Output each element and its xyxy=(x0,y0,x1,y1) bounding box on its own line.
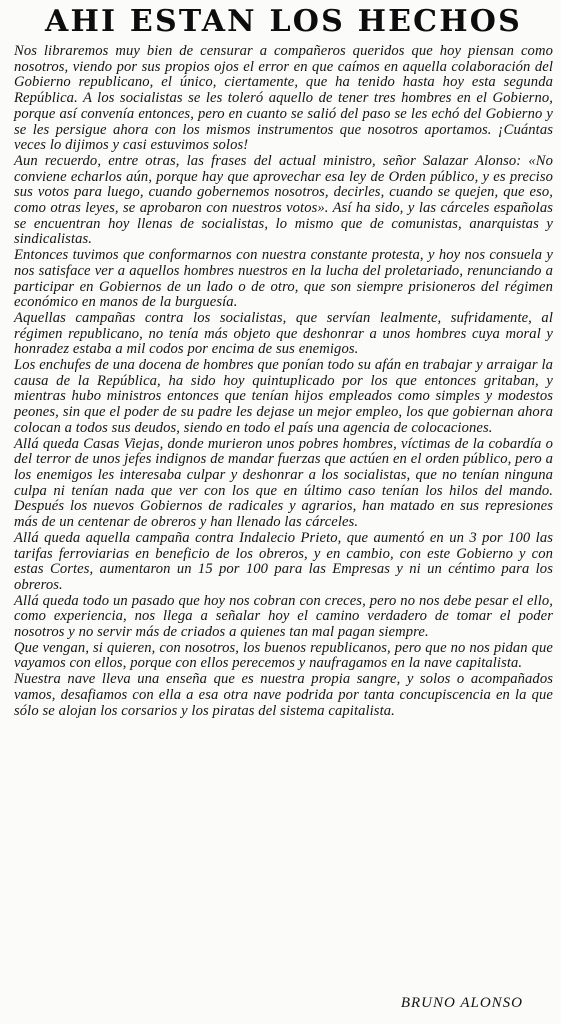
article-paragraph: Allá queda aquella campaña contra Indalecio Prieto, que aumentó en un 3 por 100 las tarifas ferroviarias en beneficio de los obreros, y en cambio, con este Gobierno y con estas Cortes, aumentaron un 15 por 100 para las Empresas y ni un céntimo para los obreros. xyxy=(14,529,553,593)
article-signature: BRUNO ALONSO xyxy=(400,995,523,1011)
article-paragraph: Entonces tuvimos que conformarnos con nuestra constante protesta, y hoy nos consuela y nos satisface ver a aquellos hombres nuestros en la lucha del proletariado, renunciando a participar en Gobiernos de un lado o de otro, que son siempre prisioneros del régimen económico en manos de la burguesía. xyxy=(14,247,553,311)
article-paragraph: Aquellas campañas contra los socialistas, que servían lealmente, sufridamente, al régimen republicano, no tenía más objeto que deshonrar a unos hombres cuya moral y honradez estaba a mil codos por encima de sus enemigos. xyxy=(14,309,553,358)
article-paragraph: Aun recuerdo, entre otras, las frases del actual ministro, señor Salazar Alonso: «No conviene echarlos aún, porque hay que aprovechar esa ley de Orden público, y es preciso sus votos para luego, cuando gobernemos nosotros, decirles, cuando se quejen, que eso, como otras leyes, se aprobaron con nuestros votos». Así ha sido, y las cárceles españolas se encuentran hoy llenas de socialistas, lo mismo que de comunistas, anarquistas y sindicalistas. xyxy=(14,152,553,248)
article-paragraph: Nuestra nave lleva una enseña que es nuestra propia sangre, y solos o acompañados vamos, desafiamos con ella a esa otra nave podrida por tanta concupiscencia en la que sólo se alojan los corsarios y los piratas del sistema capitalista. xyxy=(14,671,553,719)
article-paragraph: Allá queda Casas Viejas, donde murieron unos pobres hombres, víctimas de la cobardía o del terror de unos jefes indignos de mandar fuerzas que actúen en el orden público, pero a los enemigos les interesaba culpar y deshonrar a los socialistas, que no tenían ninguna culpa ni tenían nada que ver con los que en último caso tenían los hilos del mando. Después los nuevos Gobiernos de radicales y agrarios, han matado en sus represiones más de un centenar de obreros y han llenado las cárceles. xyxy=(14,435,553,531)
article-paragraph: Que vengan, si quieren, con nosotros, los buenos republicanos, pero que no nos pidan que vayamos con ellos, porque con ellos perecemos y naufragamos en la nave capitalista. xyxy=(14,639,553,672)
article-paragraph: Los enchufes de una docena de hombres que ponían todo su afán en trabajar y arraigar la causa de la República, ha sido hoy quintuplicado por los que entonces gritaban, y mientras hubo ministros entonces que tenían hijos empleados como simples y modestos peones, sin que el poder de su padre les dejase un mejor empleo, los que gobiernan ahora colocan a todos sus deudos, siendo en todo el país una agencia de colocaciones. xyxy=(14,357,553,436)
article-headline: AHI ESTAN LOS HECHOS xyxy=(44,4,523,39)
article-paragraph: Nos libraremos muy bien de censurar a compañeros queridos que hoy piensan como nosotros, viendo por sus propios ojos el error en que caímos en aquella colaboración del Gobierno republicano, el único, ciertamente, que ha tenido hasta hoy esta segunda República. A los socialistas se les toleró aquello de tener tres hombres en el Gobierno, porque así convenía entonces, pero en cuanto se salió del paso se les echó del Gobierno y se les persigue ahora con los mismos instrumentos que nosotros aportamos. ¡Cuántas veces lo dijimos y casi estuvimos solos! xyxy=(14,43,553,154)
article-paragraph: Allá queda todo un pasado que hoy nos cobran con creces, pero no nos debe pesar el ello, como experiencia, nos llega a señalar hoy el camino verdadero de tomar el poder nosotros y no servir más de criados a quienes tan mal pagan siempre. xyxy=(14,592,553,641)
article-body xyxy=(14,44,553,719)
